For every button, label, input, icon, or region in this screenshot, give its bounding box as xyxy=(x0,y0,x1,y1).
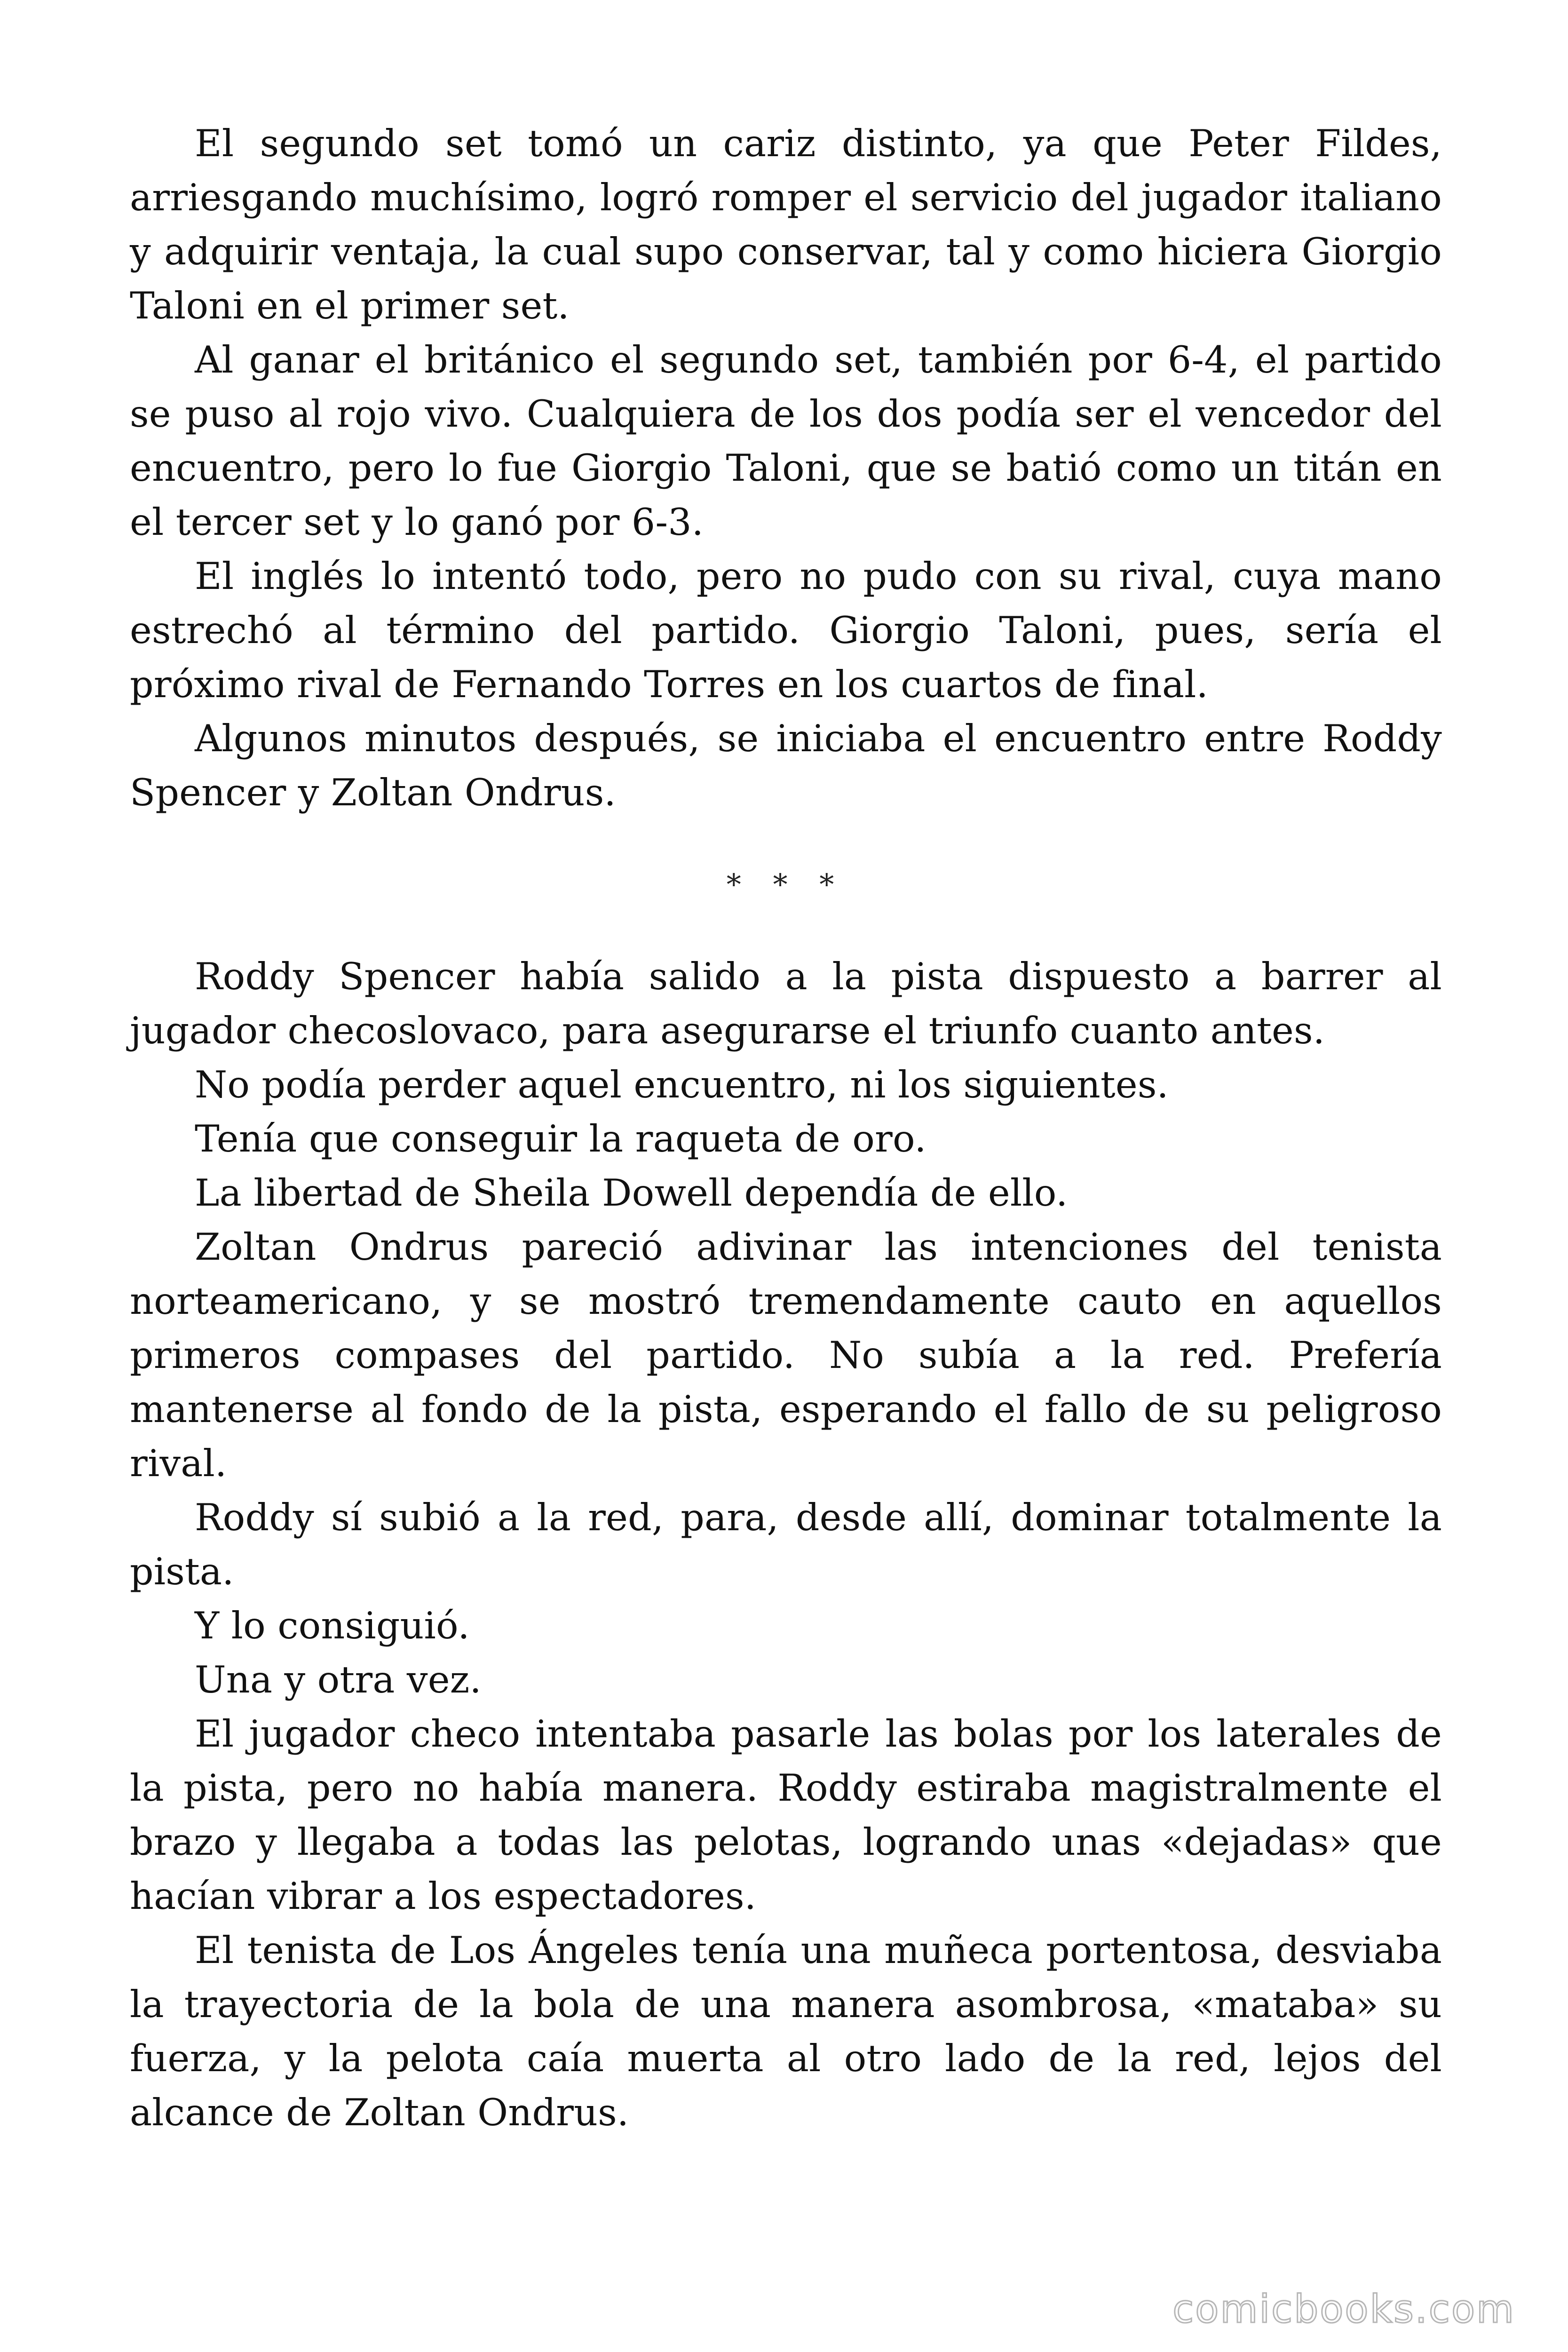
paragraph: El tenista de Los Ángeles tenía una muñeca portentosa, desviaba la trayectoria de la bola de una manera asombrosa, «mataba» su fuerza, y la pelota caía muerta al otro lado de la red, lejos del alcance de Zoltan Ondrus. xyxy=(130,1929,1442,2134)
paragraph: El segundo set tomó un cariz distinto, ya que Peter Fildes, arriesgando muchísimo, logró romper el servicio del jugador italiano y adquirir ventaja, la cual supo conservar, tal y como hiciera Giorgio Taloni en el primer set. xyxy=(130,122,1442,327)
paragraph: Al ganar el británico el segundo set, también por 6-4, el partido se puso al rojo vivo. Cualquiera de los dos podía ser el vencedor del encuentro, pero lo fue Giorgio Taloni, que se batió como un titán en el tercer set y lo ganó por 6-3. xyxy=(130,338,1442,544)
paragraph: Roddy Spencer había salido a la pista dispuesto a barrer al jugador checoslovaco, para asegurarse el triunfo cuanto antes. xyxy=(130,955,1442,1052)
paragraph: Tenía que conseguir la raqueta de oro. xyxy=(195,1117,927,1160)
book-page xyxy=(130,117,1442,2140)
paragraph: La libertad de Sheila Dowell dependía de ello. xyxy=(195,1171,1068,1215)
paragraph: Y lo consiguió. xyxy=(195,1604,470,1647)
section-separator: * * * xyxy=(726,867,846,902)
paragraph: Algunos minutos después, se iniciaba el encuentro entre Roddy Spencer y Zoltan Ondrus. xyxy=(130,717,1442,814)
text-section-1 xyxy=(130,117,1442,820)
paragraph: El jugador checo intentaba pasarle las bolas por los laterales de la pista, pero no había manera. Roddy estiraba magistralmente el brazo y llegaba a todas las pelotas, logrando unas «dejadas» que hacían vibrar a los espectadores. xyxy=(130,1712,1442,1918)
text-section-2 xyxy=(130,950,1442,2140)
paragraph: El inglés lo intentó todo, pero no pudo con su rival, cuya mano estrechó al término del partido. Giorgio Taloni, pues, sería el próximo rival de Fernando Torres en los cuartos de final. xyxy=(130,555,1442,706)
paragraph: No podía perder aquel encuentro, ni los siguientes. xyxy=(195,1063,1169,1106)
paragraph: Zoltan Ondrus pareció adivinar las intenciones del tenista norteamericano, y se mostró tremendamente cauto en aquellos primeros compases del partido. No subía a la red. Prefería mantenerse al fondo de la pista, esperando el fallo de su peligroso rival. xyxy=(130,1225,1442,1485)
paragraph: Roddy sí subió a la red, para, desde allí, dominar totalmente la pista. xyxy=(130,1496,1442,1593)
paragraph: Una y otra vez. xyxy=(195,1658,482,1701)
watermark: comicbooks.com xyxy=(1172,2287,1515,2332)
